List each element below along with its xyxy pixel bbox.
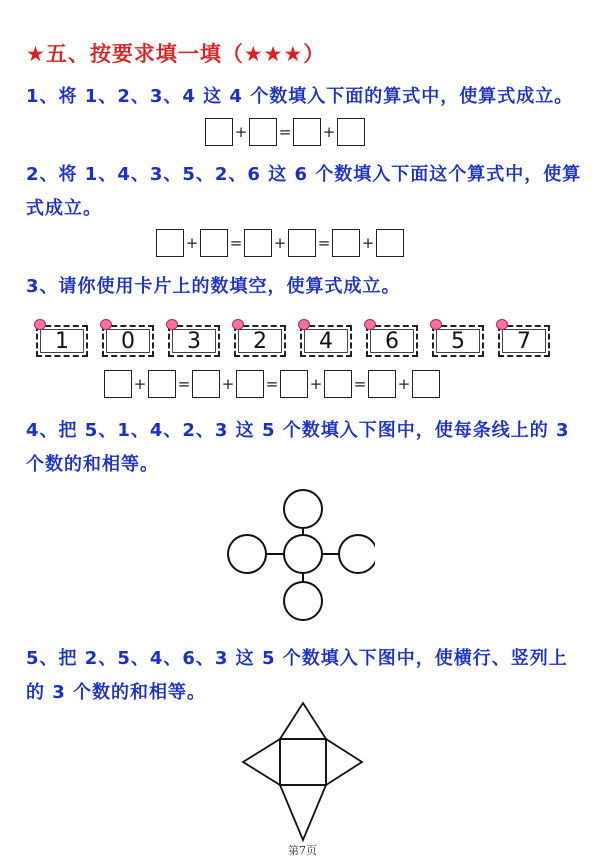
answer-box[interactable] [288, 229, 316, 257]
circle-slot-left[interactable] [228, 535, 266, 573]
pin-icon [100, 319, 112, 330]
number-cards [36, 325, 550, 357]
circle-slot-top[interactable] [284, 490, 322, 528]
plus-sign: + [234, 123, 248, 141]
answer-box[interactable] [324, 370, 352, 398]
answer-box[interactable] [156, 229, 184, 257]
plus-sign: + [309, 375, 323, 393]
card-number: 4 [319, 328, 333, 354]
question-3: 3、请你使用卡片上的数填空，使算式成立。 [26, 276, 401, 297]
question-2: 2、将 1、4、3、5、2、6 这 6 个数填入下面这个算式中，使算式成立。 [26, 164, 582, 219]
center-square [280, 739, 326, 785]
answer-box[interactable] [249, 118, 277, 146]
pin-icon [232, 319, 244, 330]
answer-box[interactable] [280, 370, 308, 398]
plus-sign: + [322, 123, 336, 141]
equation-1 [205, 118, 365, 146]
triangle-right [326, 739, 362, 785]
number-card[interactable] [366, 325, 418, 357]
answer-box[interactable] [205, 118, 233, 146]
card-number: 3 [187, 328, 201, 354]
card-number: 0 [121, 328, 135, 354]
question-5: 5、把 2、5、4、6、3 这 5 个数填入下图中，使横行、竖列上的 3 个数的和相等。 [26, 648, 568, 703]
page-number: 第7页 [288, 844, 317, 857]
answer-box[interactable] [376, 229, 404, 257]
equals-sign: = [177, 375, 191, 393]
card-number: 5 [451, 328, 465, 354]
answer-box[interactable] [337, 118, 365, 146]
equals-sign: = [353, 375, 367, 393]
square-triangles-diagram [240, 700, 365, 842]
card-number: 2 [253, 328, 267, 354]
pin-icon [430, 319, 442, 330]
circle-slot-center[interactable] [284, 535, 322, 573]
triangle-left [243, 739, 280, 785]
answer-box[interactable] [236, 370, 264, 398]
number-card[interactable] [498, 325, 550, 357]
triangle-bottom [280, 785, 326, 840]
answer-box[interactable] [148, 370, 176, 398]
equation-2 [156, 229, 404, 257]
number-card[interactable] [300, 325, 352, 357]
answer-box[interactable] [412, 370, 440, 398]
triangle-top [280, 703, 326, 739]
answer-box[interactable] [332, 229, 360, 257]
number-card[interactable] [102, 325, 154, 357]
pin-icon [34, 319, 46, 330]
number-card[interactable] [432, 325, 484, 357]
equals-sign: = [265, 375, 279, 393]
section-title: ★五、按要求填一填（★★★） [26, 42, 326, 66]
plus-sign: + [185, 234, 199, 252]
answer-box[interactable] [244, 229, 272, 257]
circle-slot-right[interactable] [339, 535, 375, 573]
number-card[interactable] [168, 325, 220, 357]
answer-box[interactable] [293, 118, 321, 146]
plus-sign: + [361, 234, 375, 252]
card-number: 1 [55, 328, 69, 354]
answer-box[interactable] [192, 370, 220, 398]
plus-sign: + [273, 234, 287, 252]
equals-sign: = [317, 234, 331, 252]
plus-sign: + [133, 375, 147, 393]
circle-slot-bottom[interactable] [284, 582, 322, 620]
plus-sign: + [221, 375, 235, 393]
number-card[interactable] [36, 325, 88, 357]
pin-icon [496, 319, 508, 330]
answer-box[interactable] [200, 229, 228, 257]
equals-sign: = [278, 123, 292, 141]
pin-icon [298, 319, 310, 330]
plus-sign: + [397, 375, 411, 393]
cross-circles-diagram [225, 488, 375, 628]
card-number: 6 [385, 328, 399, 354]
question-1: 1、将 1、2、3、4 这 4 个数填入下面的算式中，使算式成立。 [26, 86, 574, 107]
pin-icon [166, 319, 178, 330]
answer-box[interactable] [104, 370, 132, 398]
number-card[interactable] [234, 325, 286, 357]
equals-sign: = [229, 234, 243, 252]
equation-3 [104, 370, 440, 398]
question-4: 4、把 5、1、4、2、3 这 5 个数填入下图中，使每条线上的 3 个数的和相等。 [26, 420, 570, 475]
pin-icon [364, 319, 376, 330]
card-number: 7 [517, 328, 531, 354]
answer-box[interactable] [368, 370, 396, 398]
